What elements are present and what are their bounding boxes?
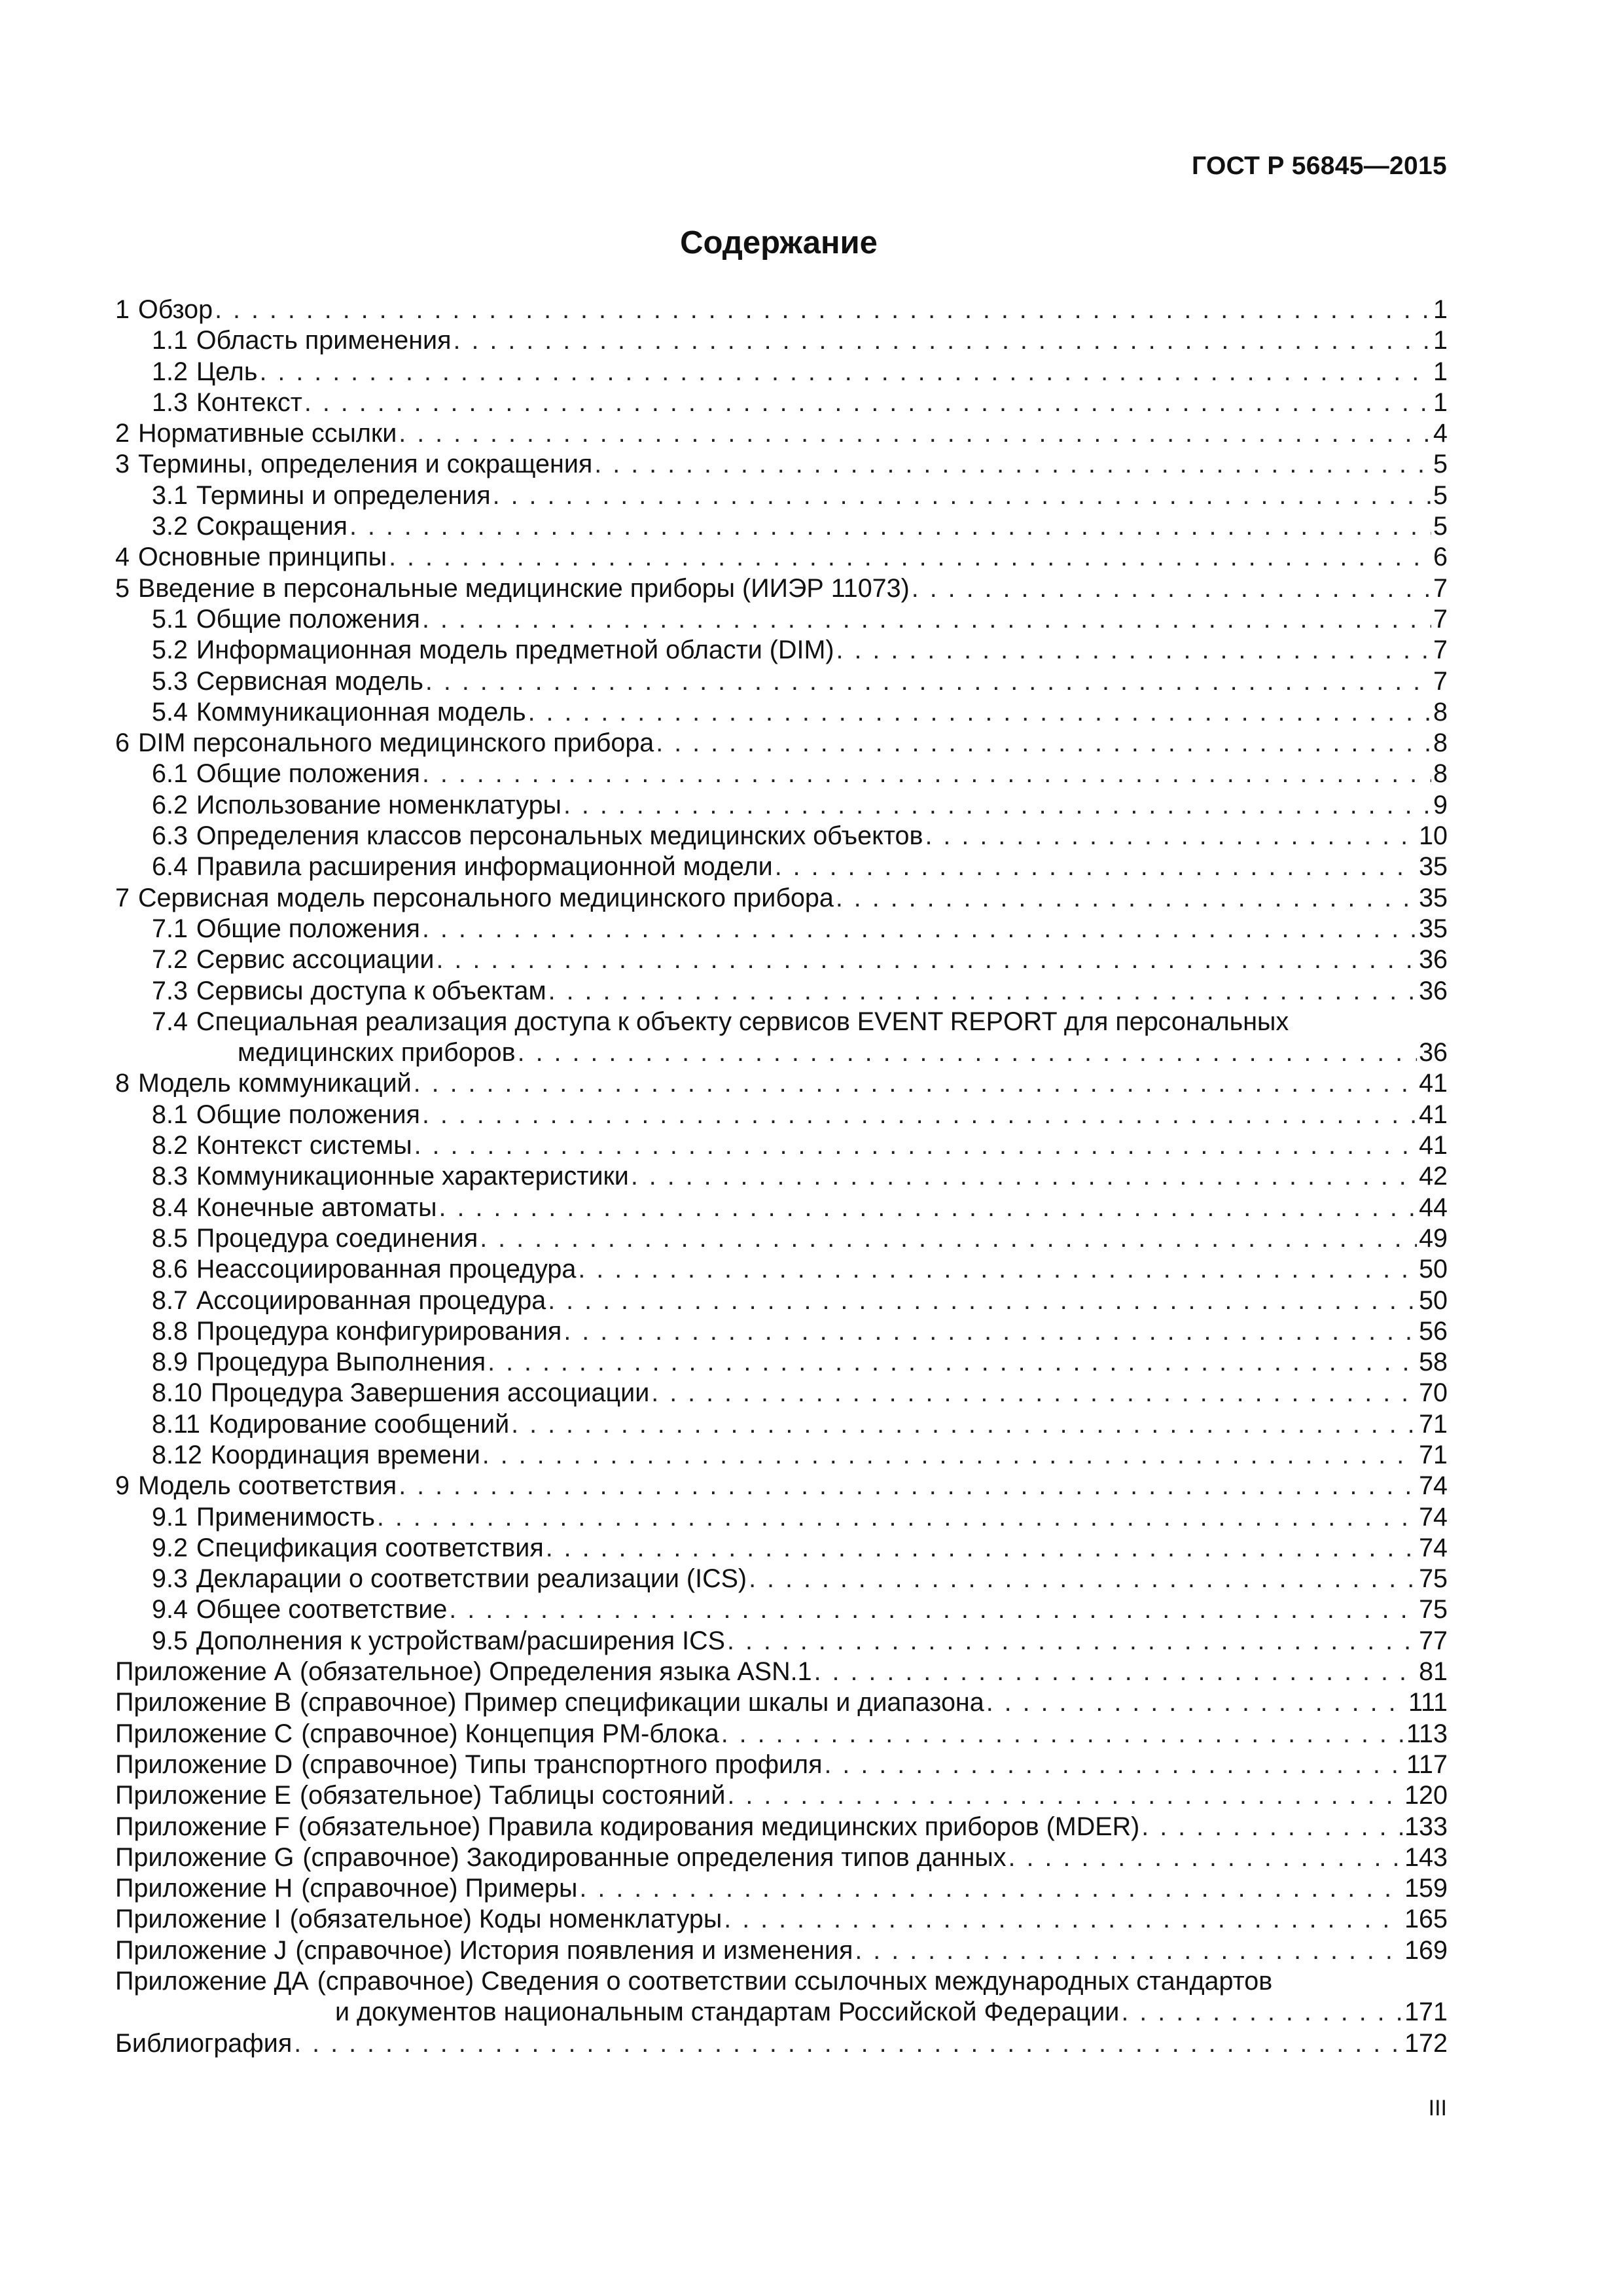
toc-entry-page: 159 <box>1404 1874 1448 1903</box>
toc-entry-page: 36 <box>1419 1038 1448 1067</box>
toc-entry-title: Сервисная модель персонального медицинского прибора <box>137 883 834 912</box>
toc-entry-page: 4 <box>1433 419 1448 448</box>
toc-entry[interactable] <box>115 728 1448 759</box>
toc-entry-title: Общие положения <box>196 914 420 943</box>
toc-entry[interactable] <box>115 480 1448 511</box>
toc-entry[interactable] <box>115 1285 1448 1316</box>
toc-entry-page: 8 <box>1433 759 1448 789</box>
toc-entry-title: Коммуникационные характеристики <box>196 1162 629 1191</box>
toc-entry[interactable] <box>115 1193 1448 1223</box>
toc-entry-page: 35 <box>1419 852 1448 882</box>
dot-leader <box>836 883 1417 914</box>
toc-entry-title: Контекст системы <box>196 1131 412 1160</box>
toc-entry-title: Общие положения <box>196 759 420 789</box>
toc-entry-title: (справочное) Типы транспортного профиля <box>301 1749 823 1779</box>
toc-entry-title-continuation: медицинских приборов <box>238 1038 516 1067</box>
page-number: III <box>1428 2096 1447 2121</box>
toc-entry-number: 8.8 <box>152 1316 188 1346</box>
toc-entry-title: Применимость <box>196 1502 375 1532</box>
toc-entry-title: Информационная модель предметной области (DIM) <box>196 636 834 665</box>
toc-entry[interactable] <box>115 1440 1448 1471</box>
dot-leader <box>814 1657 1417 1687</box>
dot-leader <box>824 1749 1404 1780</box>
toc-entry-title: (справочное) Закодированные определения типов данных <box>302 1842 1007 1872</box>
dot-leader <box>724 1904 1402 1935</box>
toc-entry-number: 9.2 <box>152 1533 188 1562</box>
dot-leader <box>511 1409 1417 1440</box>
toc-entry-number: 1.2 <box>152 357 188 386</box>
toc-entry-number: 6 <box>115 728 130 758</box>
dot-leader <box>727 1626 1417 1657</box>
dot-leader <box>548 1285 1417 1316</box>
toc-entry-number: Приложение A <box>115 1657 291 1687</box>
toc-entry[interactable] <box>115 1873 1448 1904</box>
toc-entry-number: 8.11 <box>152 1409 200 1439</box>
dot-leader <box>480 1223 1417 1254</box>
toc-entry-page: 36 <box>1419 945 1448 975</box>
toc-entry-number: 2 <box>115 419 130 448</box>
toc-entry-number: Приложение G <box>115 1842 294 1872</box>
toc-entry[interactable] <box>115 449 1448 480</box>
toc-entry-number: 8.12 <box>152 1440 202 1469</box>
toc-entry-number: 1.3 <box>152 387 188 417</box>
toc-entry[interactable] <box>115 635 1448 666</box>
toc-entry-page: 111 <box>1408 1688 1448 1717</box>
dot-leader <box>425 666 1431 697</box>
toc-entry-title: Обзор <box>137 295 213 324</box>
toc-entry-number: 9.1 <box>152 1502 188 1532</box>
toc-entry[interactable] <box>115 976 1448 1007</box>
toc-entry-title: (справочное) Пример спецификации шкалы и диапазона <box>300 1688 984 1717</box>
toc-entry-number: 5 <box>115 573 130 603</box>
dot-leader <box>651 1378 1417 1408</box>
toc-entry-number: 9.3 <box>152 1564 188 1594</box>
dot-leader <box>422 914 1417 944</box>
toc-entry-page: 5 <box>1433 512 1448 541</box>
toc-entry-number: 4 <box>115 543 130 572</box>
toc-entry-title: Основные принципы <box>137 543 387 572</box>
dot-leader <box>377 1502 1417 1533</box>
dot-leader <box>422 759 1431 789</box>
toc-entry[interactable] <box>115 357 1448 387</box>
toc-entry[interactable] <box>115 852 1448 882</box>
toc-entry-number: 6.3 <box>152 821 188 851</box>
toc-entry-page: 143 <box>1404 1842 1448 1872</box>
toc-entry-title: Цель <box>196 357 258 386</box>
toc-entry-first-line <box>152 1007 1448 1037</box>
toc-entry[interactable] <box>115 1780 1448 1811</box>
toc-entry[interactable] <box>115 1935 1448 1966</box>
toc-entry-number: 9 <box>115 1471 130 1501</box>
dot-leader <box>454 325 1432 356</box>
toc-entry-page: 1 <box>1433 295 1448 324</box>
toc-entry[interactable] <box>115 542 1448 573</box>
toc-entry-page: 74 <box>1419 1533 1448 1562</box>
toc-entry-title: Термины, определения и сокращения <box>137 450 593 479</box>
toc-entry-title: Определения классов персональных медицинских объектов <box>196 821 923 851</box>
toc-entry[interactable] <box>115 604 1448 635</box>
dot-leader <box>548 976 1417 1007</box>
dot-leader <box>422 1100 1417 1130</box>
toc-entry-number: 1 <box>115 295 130 324</box>
toc-entry[interactable] <box>115 790 1448 821</box>
toc-entry-continuation-line <box>115 1997 1448 2028</box>
toc-entry[interactable] <box>115 1471 1448 1501</box>
toc-entry-title: Дополнения к устройствам/расширения ICS <box>196 1626 725 1655</box>
dot-leader <box>1141 1812 1402 1842</box>
dot-leader <box>259 357 1431 387</box>
document-id: ГОСТ Р 56845—2015 <box>1192 152 1447 180</box>
toc-entry-number: 7.2 <box>152 945 188 975</box>
toc-entry-page: 113 <box>1406 1719 1448 1748</box>
toc-entry-title: Кодирование сообщений <box>208 1409 510 1439</box>
toc-entry-number: Приложение ДА <box>115 1967 309 1996</box>
dot-leader <box>518 1037 1417 1068</box>
toc-entry-number: 8.7 <box>152 1285 188 1315</box>
toc-entry-number: 9.4 <box>152 1595 188 1624</box>
toc-entry-page: 50 <box>1419 1255 1448 1284</box>
toc-entry-page: 171 <box>1404 1998 1448 2027</box>
toc-entry-page: 133 <box>1404 1812 1448 1841</box>
toc-entry-number: 3.1 <box>152 480 188 510</box>
toc-entry-page: 49 <box>1419 1223 1448 1253</box>
toc-entry-title: Использование номенклатуры <box>196 790 562 819</box>
toc-entry[interactable] <box>115 883 1448 914</box>
toc-entry-page: 120 <box>1404 1781 1448 1810</box>
toc-entry-number: Приложение B <box>115 1688 291 1717</box>
toc-entry-number: 7 <box>115 883 130 912</box>
toc-entry-page: 5 <box>1433 450 1448 479</box>
toc-entry-title: Коммуникационная модель <box>196 697 526 726</box>
dot-leader <box>855 1935 1402 1966</box>
toc-entry-page: 77 <box>1419 1626 1448 1655</box>
toc-entry-page: 35 <box>1419 883 1448 912</box>
toc-entry-page: 81 <box>1419 1657 1448 1687</box>
toc-entry-number: Приложение C <box>115 1719 293 1748</box>
page-title: Содержание <box>680 225 878 260</box>
toc-entry-page: 7 <box>1433 604 1448 634</box>
toc-entry-number: 8.2 <box>152 1131 188 1160</box>
toc-entry-title: Общие положения <box>196 604 420 634</box>
toc-entry[interactable] <box>115 1254 1448 1285</box>
toc-entry-title: Введение в персональные медицинские приборы (ИИЭР 11073) <box>137 573 910 603</box>
toc-entry-title: Библиография <box>115 2028 293 2058</box>
toc-entry-number: 8.3 <box>152 1162 188 1191</box>
toc-entry-number: 8.6 <box>152 1255 188 1284</box>
dot-leader <box>528 697 1431 728</box>
dot-leader <box>389 542 1431 573</box>
toc-entry[interactable] <box>115 1719 1448 1749</box>
toc-entry-page: 75 <box>1419 1595 1448 1624</box>
dot-leader <box>449 1594 1417 1625</box>
toc-entry-page: 41 <box>1419 1131 1448 1160</box>
toc-entry-number: 7.1 <box>152 914 188 943</box>
toc-entry-number: 6.1 <box>152 759 188 789</box>
toc-entry-title: Координация времени <box>210 1440 480 1469</box>
dot-leader <box>578 1254 1417 1285</box>
dot-leader <box>721 1719 1404 1749</box>
toc-entry-page: 41 <box>1419 1069 1448 1098</box>
table-of-contents <box>115 295 1448 2059</box>
toc-entry-title: Декларации о соответствии реализации (ICS) <box>196 1564 747 1594</box>
toc-entry-number: 8.1 <box>152 1100 188 1129</box>
dot-leader <box>546 1533 1417 1564</box>
toc-entry[interactable] <box>115 944 1448 975</box>
toc-entry-number: 5.3 <box>152 666 188 696</box>
toc-entry-page: 10 <box>1419 821 1448 851</box>
dot-leader <box>1008 1842 1403 1873</box>
toc-entry-number: 3.2 <box>152 512 188 541</box>
toc-entry[interactable] <box>115 1409 1448 1440</box>
toc-entry[interactable] <box>115 1100 1448 1130</box>
dot-leader <box>1121 1997 1402 2028</box>
toc-entry-title: DIM персонального медицинского прибора <box>137 728 654 758</box>
toc-entry-number: 1.1 <box>152 326 188 355</box>
toc-entry-number: 8.5 <box>152 1223 188 1253</box>
toc-entry-number: 9.5 <box>152 1626 188 1655</box>
toc-entry-title: (справочное) Сведения о соответствии ссылочных международных стандартов <box>317 1967 1273 1996</box>
dot-leader <box>925 821 1417 852</box>
toc-entry-page: 7 <box>1433 666 1448 696</box>
dot-leader <box>563 1316 1417 1347</box>
toc-entry[interactable] <box>115 573 1448 604</box>
dot-leader <box>727 1780 1402 1811</box>
toc-entry[interactable] <box>115 2028 1448 2059</box>
toc-entry-title: Неассоциированная процедура <box>196 1255 577 1284</box>
toc-entry-title: (обязательное) Таблицы состояний <box>300 1781 726 1810</box>
toc-entry-page: 58 <box>1419 1348 1448 1377</box>
toc-entry-title-continuation: и документов национальным стандартам Российской Федерации <box>335 1998 1120 2027</box>
toc-entry[interactable] <box>115 387 1448 418</box>
toc-entry-number: Приложение D <box>115 1749 293 1779</box>
toc-entry-number: Приложение F <box>115 1812 290 1841</box>
dot-leader <box>414 1130 1417 1161</box>
toc-entry[interactable] <box>115 1223 1448 1254</box>
toc-entry-page: 172 <box>1404 2028 1448 2058</box>
toc-entry-page: 74 <box>1419 1502 1448 1532</box>
toc-entry-title: Сервис ассоциации <box>196 945 435 975</box>
toc-entry[interactable] <box>115 1842 1448 1873</box>
toc-entry-number: Приложение E <box>115 1781 291 1810</box>
toc-entry[interactable] <box>115 697 1448 728</box>
dot-leader <box>749 1564 1417 1594</box>
toc-entry[interactable] <box>115 1130 1448 1161</box>
toc-entry-page: 56 <box>1419 1316 1448 1346</box>
toc-entry-number: 5.1 <box>152 604 188 634</box>
dot-leader <box>912 573 1431 604</box>
toc-entry-number: 6.2 <box>152 790 188 819</box>
toc-entry-title: Процедура Завершения ассоциации <box>210 1378 650 1408</box>
dot-leader <box>304 387 1431 418</box>
toc-entry[interactable] <box>115 1657 1448 1687</box>
dot-leader <box>563 790 1431 821</box>
toc-entry-number: 5.4 <box>152 697 188 726</box>
toc-entry-page: 5 <box>1433 480 1448 510</box>
toc-entry-title: Специальная реализация доступа к объекту сервисов EVENT REPORT для персональных <box>196 1007 1289 1036</box>
toc-entry-number: Приложение J <box>115 1935 287 1965</box>
toc-entry-title: Контекст <box>196 387 302 417</box>
toc-entry-title: (справочное) Концепция PM-блока <box>301 1719 719 1748</box>
toc-entry-page: 35 <box>1419 914 1448 943</box>
toc-entry-number: 8.9 <box>152 1348 188 1377</box>
toc-entry-page: 169 <box>1404 1935 1448 1965</box>
toc-entry-number: Приложение I <box>115 1905 281 1934</box>
dot-leader <box>594 449 1431 480</box>
toc-entry[interactable] <box>115 1626 1448 1657</box>
toc-entry-page: 42 <box>1419 1162 1448 1191</box>
toc-entry-title: Спецификация соответствия <box>196 1533 544 1562</box>
toc-entry-title: (справочное) Примеры <box>301 1874 578 1903</box>
toc-entry-page: 6 <box>1433 543 1448 572</box>
toc-entry-page: 7 <box>1433 573 1448 603</box>
toc-entry-page: 70 <box>1419 1378 1448 1408</box>
toc-entry[interactable] <box>115 295 1448 325</box>
toc-entry-title: Правила расширения информационной модели <box>196 852 773 882</box>
toc-entry-title: (справочное) История появления и изменения <box>295 1935 853 1965</box>
toc-entry-title: Нормативные ссылки <box>137 419 397 448</box>
toc-entry-page: 165 <box>1404 1905 1448 1934</box>
toc-entry[interactable] <box>115 1966 1448 2028</box>
toc-entry-title: Процедура соединения <box>196 1223 478 1253</box>
toc-entry-page: 1 <box>1433 357 1448 386</box>
toc-entry-page: 44 <box>1419 1193 1448 1222</box>
toc-entry-number: 7.3 <box>152 976 188 1005</box>
toc-entry-number: Приложение H <box>115 1874 293 1903</box>
toc-entry-page: 71 <box>1419 1409 1448 1439</box>
dot-leader <box>482 1440 1417 1471</box>
toc-entry[interactable] <box>115 1594 1448 1625</box>
toc-entry-title: Ассоциированная процедура <box>196 1285 546 1315</box>
toc-entry[interactable] <box>115 1749 1448 1780</box>
toc-entry-first-line <box>115 1966 1448 1997</box>
toc-entry-page: 7 <box>1433 636 1448 665</box>
toc-entry[interactable] <box>115 1564 1448 1594</box>
toc-entry-title: Область применения <box>196 326 452 355</box>
toc-entry-title: (обязательное) Правила кодирования медицинских приборов (MDER) <box>298 1812 1140 1841</box>
toc-entry[interactable] <box>115 1347 1448 1378</box>
toc-entry-page: 117 <box>1406 1749 1448 1779</box>
toc-entry[interactable] <box>115 666 1448 697</box>
toc-entry-title: Сокращения <box>196 512 348 541</box>
toc-entry[interactable] <box>115 325 1448 356</box>
toc-entry-title: (обязательное) Определения языка ASN.1 <box>300 1657 812 1687</box>
toc-entry-page: 1 <box>1433 387 1448 417</box>
toc-entry[interactable] <box>115 759 1448 789</box>
toc-entry-number: 6.4 <box>152 852 188 882</box>
toc-entry-page: 41 <box>1419 1100 1448 1129</box>
toc-entry[interactable] <box>115 1316 1448 1347</box>
dot-leader <box>488 1347 1417 1378</box>
toc-entry[interactable] <box>115 511 1448 542</box>
dot-leader <box>836 635 1432 666</box>
toc-entry-number: 3 <box>115 450 130 479</box>
dot-leader <box>215 295 1431 325</box>
toc-entry-number: 7.4 <box>152 1007 188 1036</box>
toc-entry-page: 74 <box>1419 1471 1448 1501</box>
dot-leader <box>439 1193 1418 1223</box>
dot-leader <box>656 728 1431 759</box>
toc-entry-number: 8.10 <box>152 1378 202 1408</box>
toc-entry[interactable] <box>115 1502 1448 1533</box>
toc-entry-title: Сервисы доступа к объектам <box>196 976 546 1005</box>
toc-entry-title: Сервисная модель <box>196 666 423 696</box>
toc-entry-page: 9 <box>1433 790 1448 819</box>
toc-entry-page: 8 <box>1433 728 1448 758</box>
dot-leader <box>349 511 1431 542</box>
dot-leader <box>436 944 1417 975</box>
toc-entry-page: 36 <box>1419 976 1448 1005</box>
toc-entry-title: Модель коммуникаций <box>137 1069 412 1098</box>
dot-leader <box>414 1068 1417 1099</box>
toc-entry-title: (обязательное) Коды номенклатуры <box>289 1905 722 1934</box>
toc-entry-page: 71 <box>1419 1440 1448 1469</box>
toc-entry[interactable] <box>115 1812 1448 1842</box>
toc-entry-number: 8 <box>115 1069 130 1098</box>
toc-entry[interactable] <box>115 1533 1448 1564</box>
dot-leader <box>399 1471 1417 1501</box>
toc-entry-title: Процедура конфигурирования <box>196 1316 562 1346</box>
toc-entry-page: 75 <box>1419 1564 1448 1594</box>
toc-entry[interactable] <box>115 1687 1448 1718</box>
toc-entry-title: Конечные автоматы <box>196 1193 437 1222</box>
toc-entry-number: 5.2 <box>152 636 188 665</box>
dot-leader <box>493 480 1431 511</box>
toc-entry[interactable] <box>115 1378 1448 1408</box>
toc-entry-title: Общее соответствие <box>196 1595 448 1624</box>
toc-entry-page: 8 <box>1433 697 1448 726</box>
dot-leader <box>986 1687 1406 1718</box>
toc-entry-page: 1 <box>1433 326 1448 355</box>
dot-leader <box>775 852 1417 882</box>
toc-entry-title: Общие положения <box>196 1100 420 1129</box>
toc-entry[interactable] <box>115 1068 1448 1099</box>
toc-entry-page: 50 <box>1419 1285 1448 1315</box>
dot-leader <box>579 1873 1402 1904</box>
toc-entry[interactable] <box>115 1161 1448 1192</box>
toc-entry-title: Процедура Выполнения <box>196 1348 486 1377</box>
dot-leader <box>631 1161 1417 1192</box>
toc-entry-title: Термины и определения <box>196 480 491 510</box>
toc-entry[interactable] <box>115 418 1448 449</box>
dot-leader <box>399 418 1431 449</box>
toc-entry[interactable] <box>115 821 1448 852</box>
toc-entry[interactable] <box>115 914 1448 944</box>
toc-entry-number: 8.4 <box>152 1193 188 1222</box>
toc-entry-title: Модель соответствия <box>137 1471 397 1501</box>
dot-leader <box>422 604 1431 635</box>
dot-leader <box>294 2028 1402 2059</box>
toc-entry[interactable] <box>115 1007 1448 1069</box>
toc-entry[interactable] <box>115 1904 1448 1935</box>
toc-entry-continuation-line <box>152 1037 1448 1068</box>
